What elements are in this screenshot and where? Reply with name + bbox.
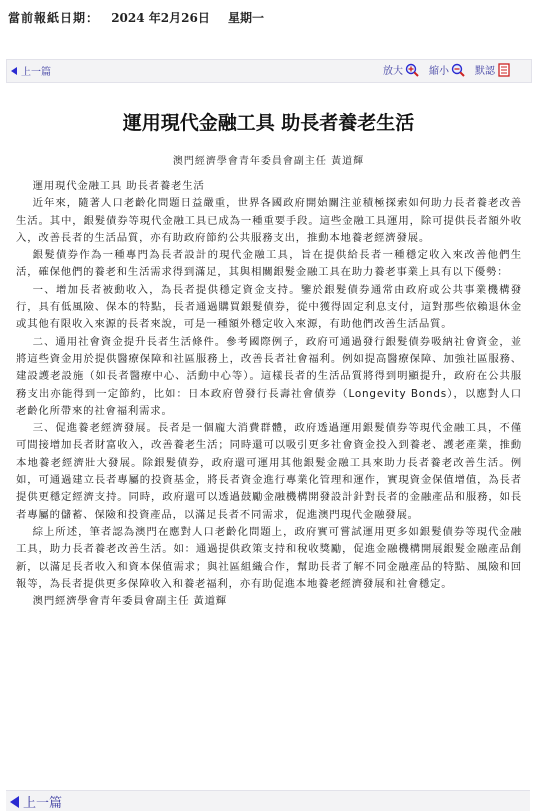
article-paragraph: 銀髮債券作為一種專門為長者設計的現代金融工具，旨在提供給長者一種穩定收入來改善他們生活，確保他們的養老和生活需求得到滿足，其與相關銀髮金融工具在助力養老事業上具有以下優勢：	[16, 249, 522, 279]
zoom-out-icon	[451, 63, 465, 77]
zoom-in-button[interactable]	[383, 62, 419, 77]
arrow-left-icon	[11, 67, 17, 75]
article-body	[16, 178, 522, 610]
article-toolbar	[6, 59, 532, 83]
date-label: 當前報紙日期：	[8, 11, 100, 25]
footer-nav	[6, 790, 530, 811]
default-size-label: 默認	[475, 66, 495, 77]
paper-date: 2024 年2月26日	[111, 11, 210, 25]
paper-weekday: 星期一	[228, 11, 265, 25]
default-size-button[interactable]	[475, 62, 511, 77]
article-signature: 澳門經濟學會青年委員會副主任 黃道輝	[32, 595, 227, 608]
prev-article-label: 上一篇	[21, 67, 51, 78]
article-paragraph: 近年來，隨著人口老齡化問題日益嚴重，世界各國政府開始關注並積極探索如何助力長者養老改善生活。其中，銀髮債券等現代金融工具已成為一種重要手段。這些金融工具運用，除可提供長者額外收入，改善長者的生活品質，亦有助政府節約公共服務支出，推動本地養老經濟發展。	[16, 197, 522, 244]
zoom-in-icon	[405, 63, 419, 77]
article-paragraph: 三、促進養老經濟發展。長者是一個龐大消費群體，政府透過運用銀髮債券等現代金融工具，不僅可間接增加長者財富收入，改善養老生活；同時還可以吸引更多社會資金投入到養老、護老產業，推動本地養老經濟壯大發展。除銀髮債券，政府還可運用其他銀髮金融工具來助力長者養老改善生活。例如，可通過建立長者專屬的投資基金，將長者資金進行專業化管理和運作，實現資金保值增值，為長者提供更穩定經濟支持。同時，政府還可以透過鼓勵金融機構開發設計針對長者的金融產品和服務，如長者專屬的儲蓄、保險和投資產品，以滿足長者不同需求，促進澳門現代金融發展。	[16, 422, 522, 521]
article-byline: 澳門經濟學會青年委員會副主任 黃道輝	[172, 156, 365, 167]
arrow-left-icon	[10, 796, 19, 808]
prev-article-link[interactable]	[11, 63, 51, 78]
article-paragraph: 二、通用社會資金提升長者生活條件。參考國際例子，政府可通過發行銀髮債券吸納社會資金，並將這些資金用於提供醫療保障和社區服務上，改善長者社會福利。例如提高醫療保障、加強社區服務、建設護老設施（如長者醫療中心、活動中心等）。這樣長者的生活品質將得到明顯提升，政府在公共服務支出亦能得到一定節約，比如：日本政府曾發行長壽社會債券（Longevity Bonds），以應對人口老齡化所帶來的社會福利需求。	[16, 335, 522, 417]
footer-prev-article-label: 上一篇	[23, 796, 63, 811]
paper-date-line	[0, 0, 537, 36]
zoom-in-label: 放大	[383, 66, 403, 77]
article-title: 運用現代金融工具 助長者養老生活	[122, 112, 415, 134]
zoom-out-label: 縮小	[429, 66, 449, 77]
document-icon	[497, 63, 511, 77]
zoom-out-button[interactable]	[429, 62, 465, 77]
article-paragraph: 一、增加長者被動收入，為長者提供穩定資金支持。鑒於銀髮債券通常由政府或公共事業機構發行，具有低風險、保本的特點，長者通過購買銀髮債券，從中獲得固定利息支付，這對那些依賴退休金或其他有限收入來源的長者來說，可是一種額外穩定收入來源，有助他們改善生活品質。	[16, 283, 522, 331]
text-size-tools	[383, 62, 511, 77]
article-paragraph: 運用現代金融工具 助長者養老生活	[32, 180, 205, 192]
footer-prev-article-link[interactable]	[10, 792, 62, 811]
article-paragraph: 綜上所述，筆者認為澳門在應對人口老齡化問題上，政府實可嘗試運用更多如銀髮債券等現代金融工具，助力長者養老改善生活。如：通過提供政策支持和稅收獎勵，促進金融機構開展銀髮金融產品創新，以滿足長者收入和資本保值需求；與社區組織合作，幫助長者了解不同金融產品的特點、風險和回報等，為長者提供更多保障收入和養老福利，亦有助促進本地養老經濟發展和社會穩定。	[16, 525, 522, 590]
